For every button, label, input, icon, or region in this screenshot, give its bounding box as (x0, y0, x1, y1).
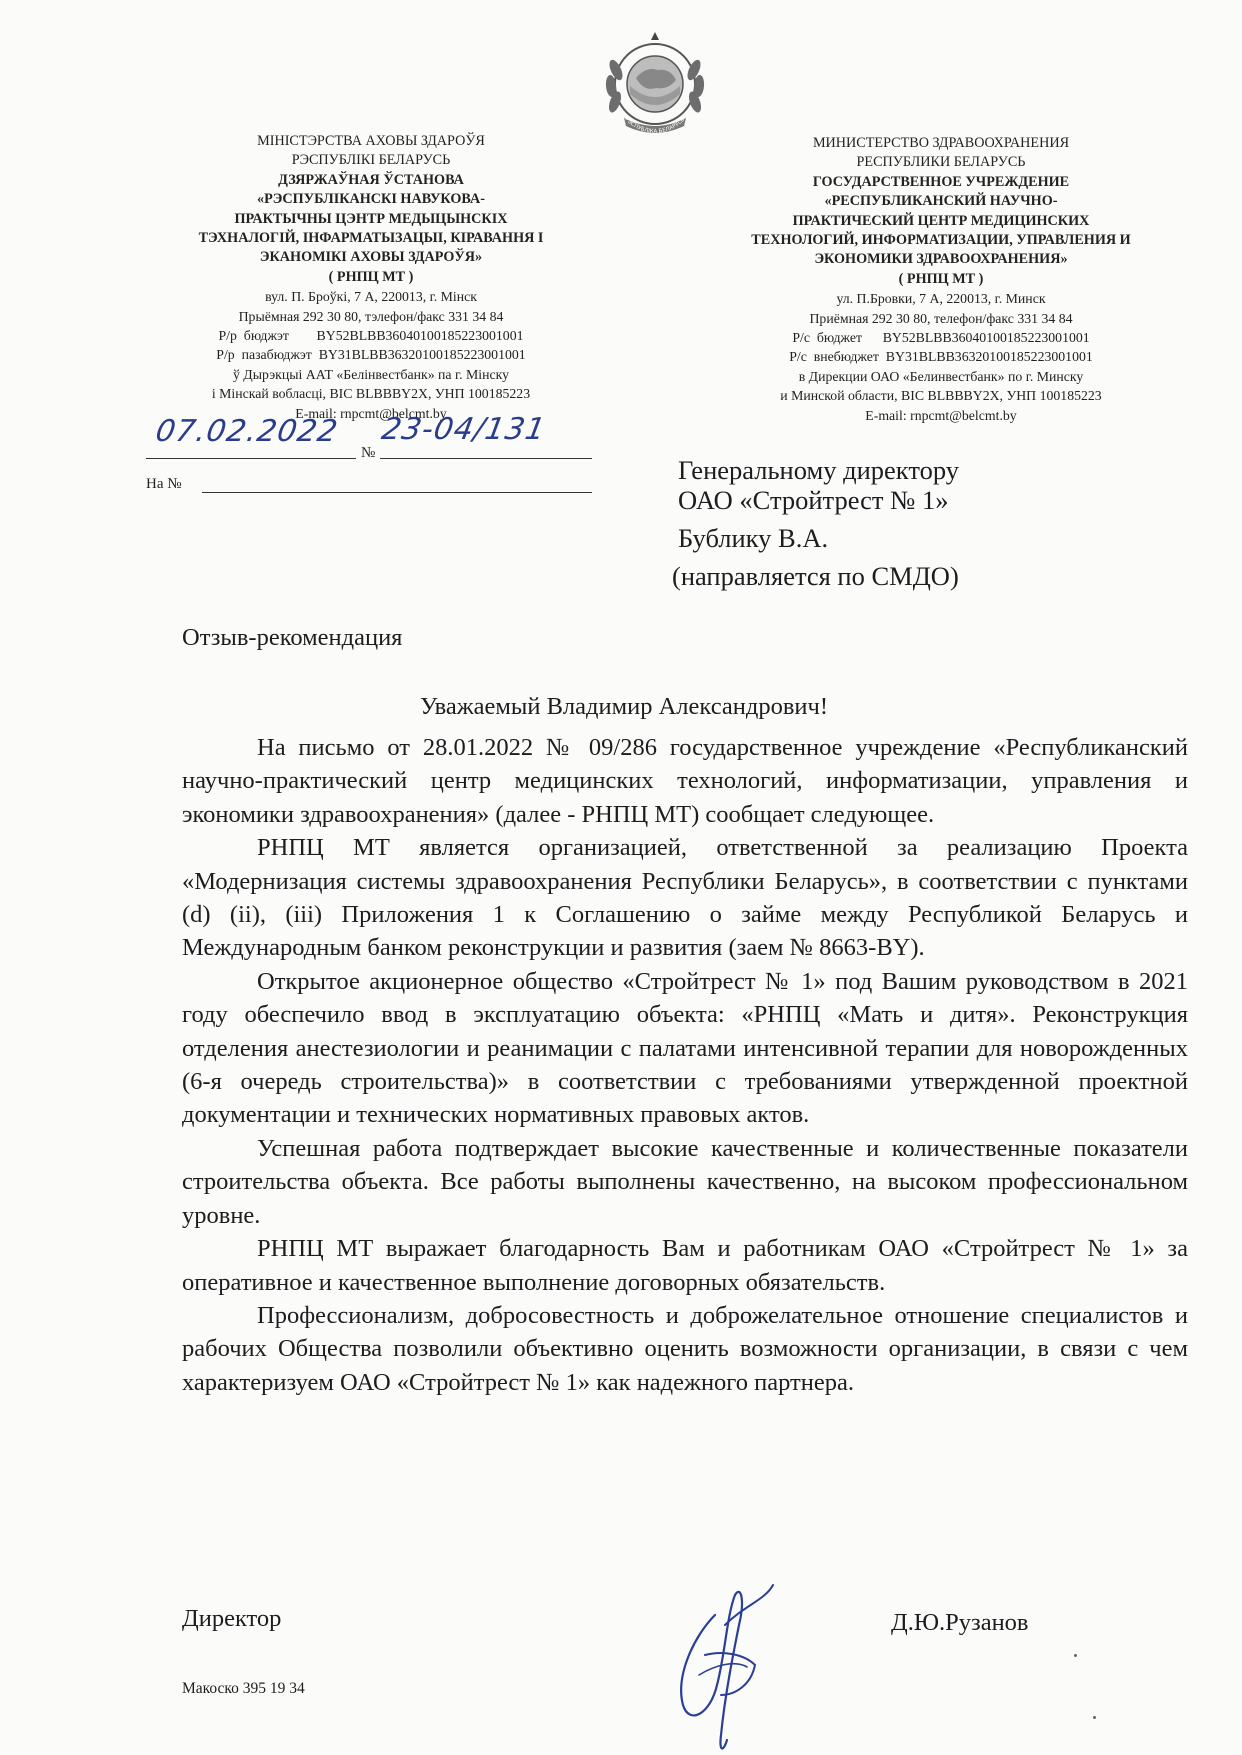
address-be: вул. П. Броўкі, 7 А, 220013, г. Мінск (265, 289, 477, 305)
scan-speck (1074, 1654, 1077, 1657)
letterhead-right (706, 134, 1176, 425)
org-ru-abbrev: ( РНПЦ МТ ) (898, 270, 984, 287)
belarus-coat-of-arms-icon (596, 30, 714, 138)
ministry-ru-line-2: РЕСПУБЛИКИ БЕЛАРУСЬ (856, 154, 1026, 171)
scan-speck (1093, 1716, 1096, 1719)
paragraph-1: На письмо от 28.01.2022 № 09/286 государственное учреждение «Республиканский научно-практический центр медицинских технологий, информатизации, управления и экономики здравоохранения» (далее - РНПЦ МТ) сообщает следующее. (182, 734, 1188, 828)
signatory-name: Д.Ю.Рузанов (891, 1609, 1029, 1636)
org-be-line-3: ПРАКТЫЧНЫ ЦЭНТР МЕДЫЦЫНСКІХ (234, 210, 508, 227)
addressee-line-2: ОАО «Стройтрест № 1» (678, 485, 949, 515)
ministry-be-line-1: МІНІСТЭРСТВА АХОВЫ ЗДАРОЎЯ (257, 133, 485, 149)
handwritten-number: 23-04/131 (378, 412, 549, 447)
reference-label: На № (146, 476, 182, 492)
org-ru-line-4: ТЕХНОЛОГИЙ, ИНФОРМАТИЗАЦИИ, УПРАВЛЕНИЯ И (751, 232, 1131, 249)
org-ru-line-5: ЭКОНОМИКИ ЗДРАВООХРАНЕНИЯ» (814, 251, 1068, 268)
bank-region-be: і Мінскай вобласці, BIC BLBBBY2X, УНП 100185223 (211, 386, 531, 402)
account-budget-ru: Р/с бюджет BY52BLBB36040100185223001001 (792, 330, 1090, 346)
org-be-line-2: «РЭСПУБЛІКАНСКІ НАВУКОВА- (257, 191, 485, 208)
org-ru-line-1: ГОСУДАРСТВЕННОЕ УЧРЕЖДЕНИЕ (812, 173, 1070, 190)
email-ru: E-mail: rnpcmt@belcmt.by (865, 407, 1017, 423)
org-be-abbrev: ( РНПЦ МТ ) (328, 268, 414, 285)
letterhead-left (150, 132, 592, 423)
account-extra-be: Р/р пазабюджэт BY31BLBB36320100185223001001 (216, 347, 526, 363)
bank-be: ў Дырэкцыі ААТ «Белінвестбанк» па г. Мінску (232, 366, 510, 382)
handwritten-date: 07.02.2022 (152, 414, 341, 449)
phone-ru: Приёмная 292 30 80, телефон/факс 331 34 84 (809, 310, 1073, 326)
addressee-line-1: Генеральному директору (678, 455, 959, 485)
addressee-line-3: Бублику В.А. (678, 523, 829, 553)
email-be: E-mail: rnpcmt@belcmt.by (295, 405, 447, 421)
paragraph-6: Профессионализм, добросовестность и доброжелательное отношение специалистов и рабочих Общества позволили объективно оценить возможности организации, в связи с чем характеризуем ОАО «Стройтрест № 1» как надежного партнера. (182, 1301, 1188, 1396)
phone-be: Прыёмная 292 30 80, тэлефон/факс 331 34 84 (238, 308, 504, 324)
paragraph-4: Успешная работа подтверждает высокие качественные и количественные показатели строительства объекта. Все работы выполнены качественно, на высоком профессиональном уровне. (182, 1134, 1188, 1229)
signature-icon (655, 1555, 795, 1755)
account-budget-be: Р/р бюджэт BY52BLBB36040100185223001001 (218, 328, 524, 344)
ministry-be-line-2: РЭСПУБЛІКІ БЕЛАРУСЬ (291, 152, 451, 169)
ministry-ru-line-1: МИНИСТЕРСТВО ЗДРАВООХРАНЕНИЯ (812, 135, 1070, 151)
number-sign: № (361, 445, 376, 461)
document-type: Отзыв-рекомендация (182, 624, 403, 651)
account-extra-ru: Р/с внебюджет BY31BLBB36320100185223001001 (789, 349, 1093, 365)
org-be-line-4: ТЭХНАЛОГІЙ, ІНФАРМАТЫЗАЦЫІ, КІРАВАННЯ І (198, 230, 544, 247)
org-ru-line-2: «РЕСПУБЛИКАНСКИЙ НАУЧНО- (824, 193, 1058, 210)
address-ru: ул. П.Бровки, 7 А, 220013, г. Минск (836, 291, 1046, 307)
paragraph-3: Открытое акционерное общество «Стройтрест № 1» под Вашим руководством в 2021 году обеспечило ввод в эксплуатацию объекта: «РНПЦ «Мать и дитя». Реконструкция отделения анестезиологии и реанимации с палатами интенсивной терапии для новорожденных (6-я очередь строительства)» в соответствии с требованиями утвержденной проектной документации и технических нормативных правовых актов. (182, 967, 1188, 1129)
bank-region-ru: и Минской области, BIC BLBBBY2X, УНП 100185223 (780, 388, 1102, 404)
paragraph-2: РНПЦ МТ является организацией, ответственной за реализацию Проекта «Модернизация системы здравоохранения Республики Беларусь», в соответствии с пунктами (d) (ii), (iii) Приложения 1 к Соглашению о займе между Республикой Беларусь и Международным банком реконструкции и развития (заем № 8663-BY). (182, 834, 1188, 962)
svg-text:РЭСПУБЛІКА БЕЛАРУСЬ: РЭСПУБЛІКА БЕЛАРУСЬ (623, 116, 687, 135)
letter-body (182, 731, 1188, 1399)
addressee-block (672, 455, 959, 591)
delivery-note: (направляется по СМДО) (672, 561, 959, 591)
executor-contact: Макоско 395 19 34 (182, 1680, 305, 1697)
paragraph-5: РНПЦ МТ выражает благодарность Вам и работникам ОАО «Стройтрест № 1» за оперативное и качественное выполнение договорных обязательств. (182, 1235, 1188, 1296)
bank-ru: в Дирекции ОАО «Белинвестбанк» по г. Минску (798, 368, 1084, 384)
org-ru-line-3: ПРАКТИЧЕСКИЙ ЦЕНТР МЕДИЦИНСКИХ (792, 212, 1090, 229)
org-be-line-1: ДЗЯРЖАЎНАЯ ЎСТАНОВА (278, 171, 464, 188)
greeting: Уважаемый Владимир Александрович! (420, 693, 828, 720)
signatory-title: Директор (182, 1605, 282, 1632)
org-be-line-5: ЭКАНОМІКІ АХОВЫ ЗДАРОЎЯ» (259, 249, 483, 266)
